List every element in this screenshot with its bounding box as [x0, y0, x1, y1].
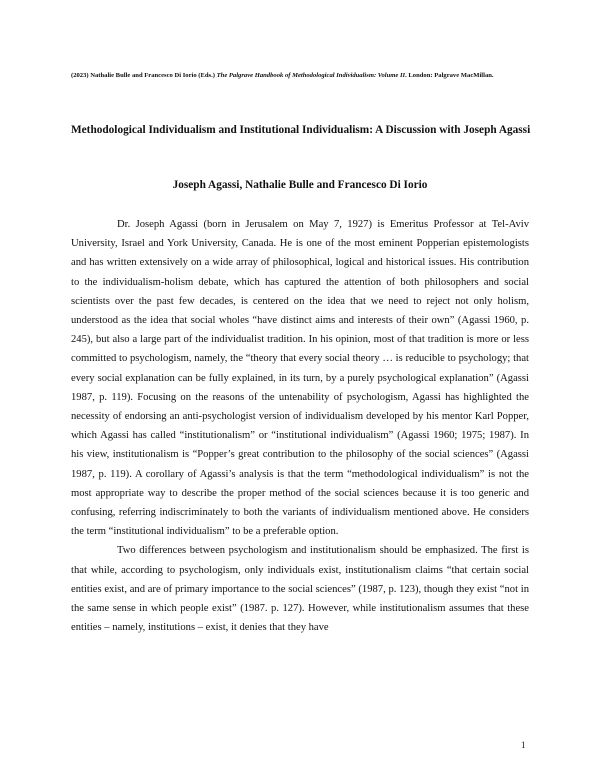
page-number: 1: [521, 740, 526, 750]
article-title: Methodological Individualism and Institutional Individualism: A Discussion with Joseph Agassi: [71, 124, 531, 136]
citation-suffix: . London: Palgrave MacMillan.: [405, 72, 494, 79]
citation-prefix: (2023) Nathalie Bulle and Francesco Di Iorio (Eds.): [71, 72, 215, 79]
article-body: [71, 215, 529, 637]
citation-header: [71, 70, 531, 81]
body-paragraph: Dr. Joseph Agassi (born in Jerusalem on May 7, 1927) is Emeritus Professor at Tel-Aviv University, Israel and York University, Canada. He is one of the most eminent Popperian epistemologists and has written extensively on a wide array of philosophical, logical and historical issues. His contribution to the individualism-holism debate, which has captured the attention of both philosophers and social scientists over the past few decades, is centered on the idea that we need to reject not only holism, understood as the idea that social wholes “have distinct aims and interests of their own” (Agassi 1960, p. 245), but also a large part of the individualist tradition. In his opinion, most of that tradition is more or less committed to psychologism, namely, the “theory that every social theory … is reducible to psychology; that every social explanation can be fully explained, in its turn, by a purely psychological explanation” (Agassi 1987, p. 119). Focusing on the reasons of the untenability of psychologism, Agassi has highlighted the necessity of endorsing an anti-psychologist version of individualism developed by his mentor Karl Popper, which Agassi has called “institutionalism” or “institutional individualism” (Agassi 1960; 1975; 1987). In his view, institutionalism is “Popper’s great contribution to the philosophy of the social sciences” (Agassi 1987, p. 119). A corollary of Agassi’s analysis is that the term “methodological individualism” is not the most appropriate way to describe the proper method of the social sciences because it is too generic and confusing, referring indiscriminately to both the variants of individualism mentioned above. He considers the term “institutional individualism” to be a preferable option.: [71, 219, 529, 538]
body-paragraph: Two differences between psychologism and institutionalism should be emphasized. The first is that while, according to psychologism, only individuals exist, institutionalism claims “that certain social entities exist, and are of primary importance to the social sciences” (1987, p. 123), though they exist “not in the same sense in which people exist” (1987. p. 127). However, while institutionalism assumes that these entities – namely, institutions – exist, it denies that they have: [71, 545, 529, 634]
article-authors: Joseph Agassi, Nathalie Bulle and Francesco Di Iorio: [172, 179, 428, 191]
citation-book-title: The Palgrave Handbook of Methodological Individualism: Volume II: [216, 72, 406, 79]
